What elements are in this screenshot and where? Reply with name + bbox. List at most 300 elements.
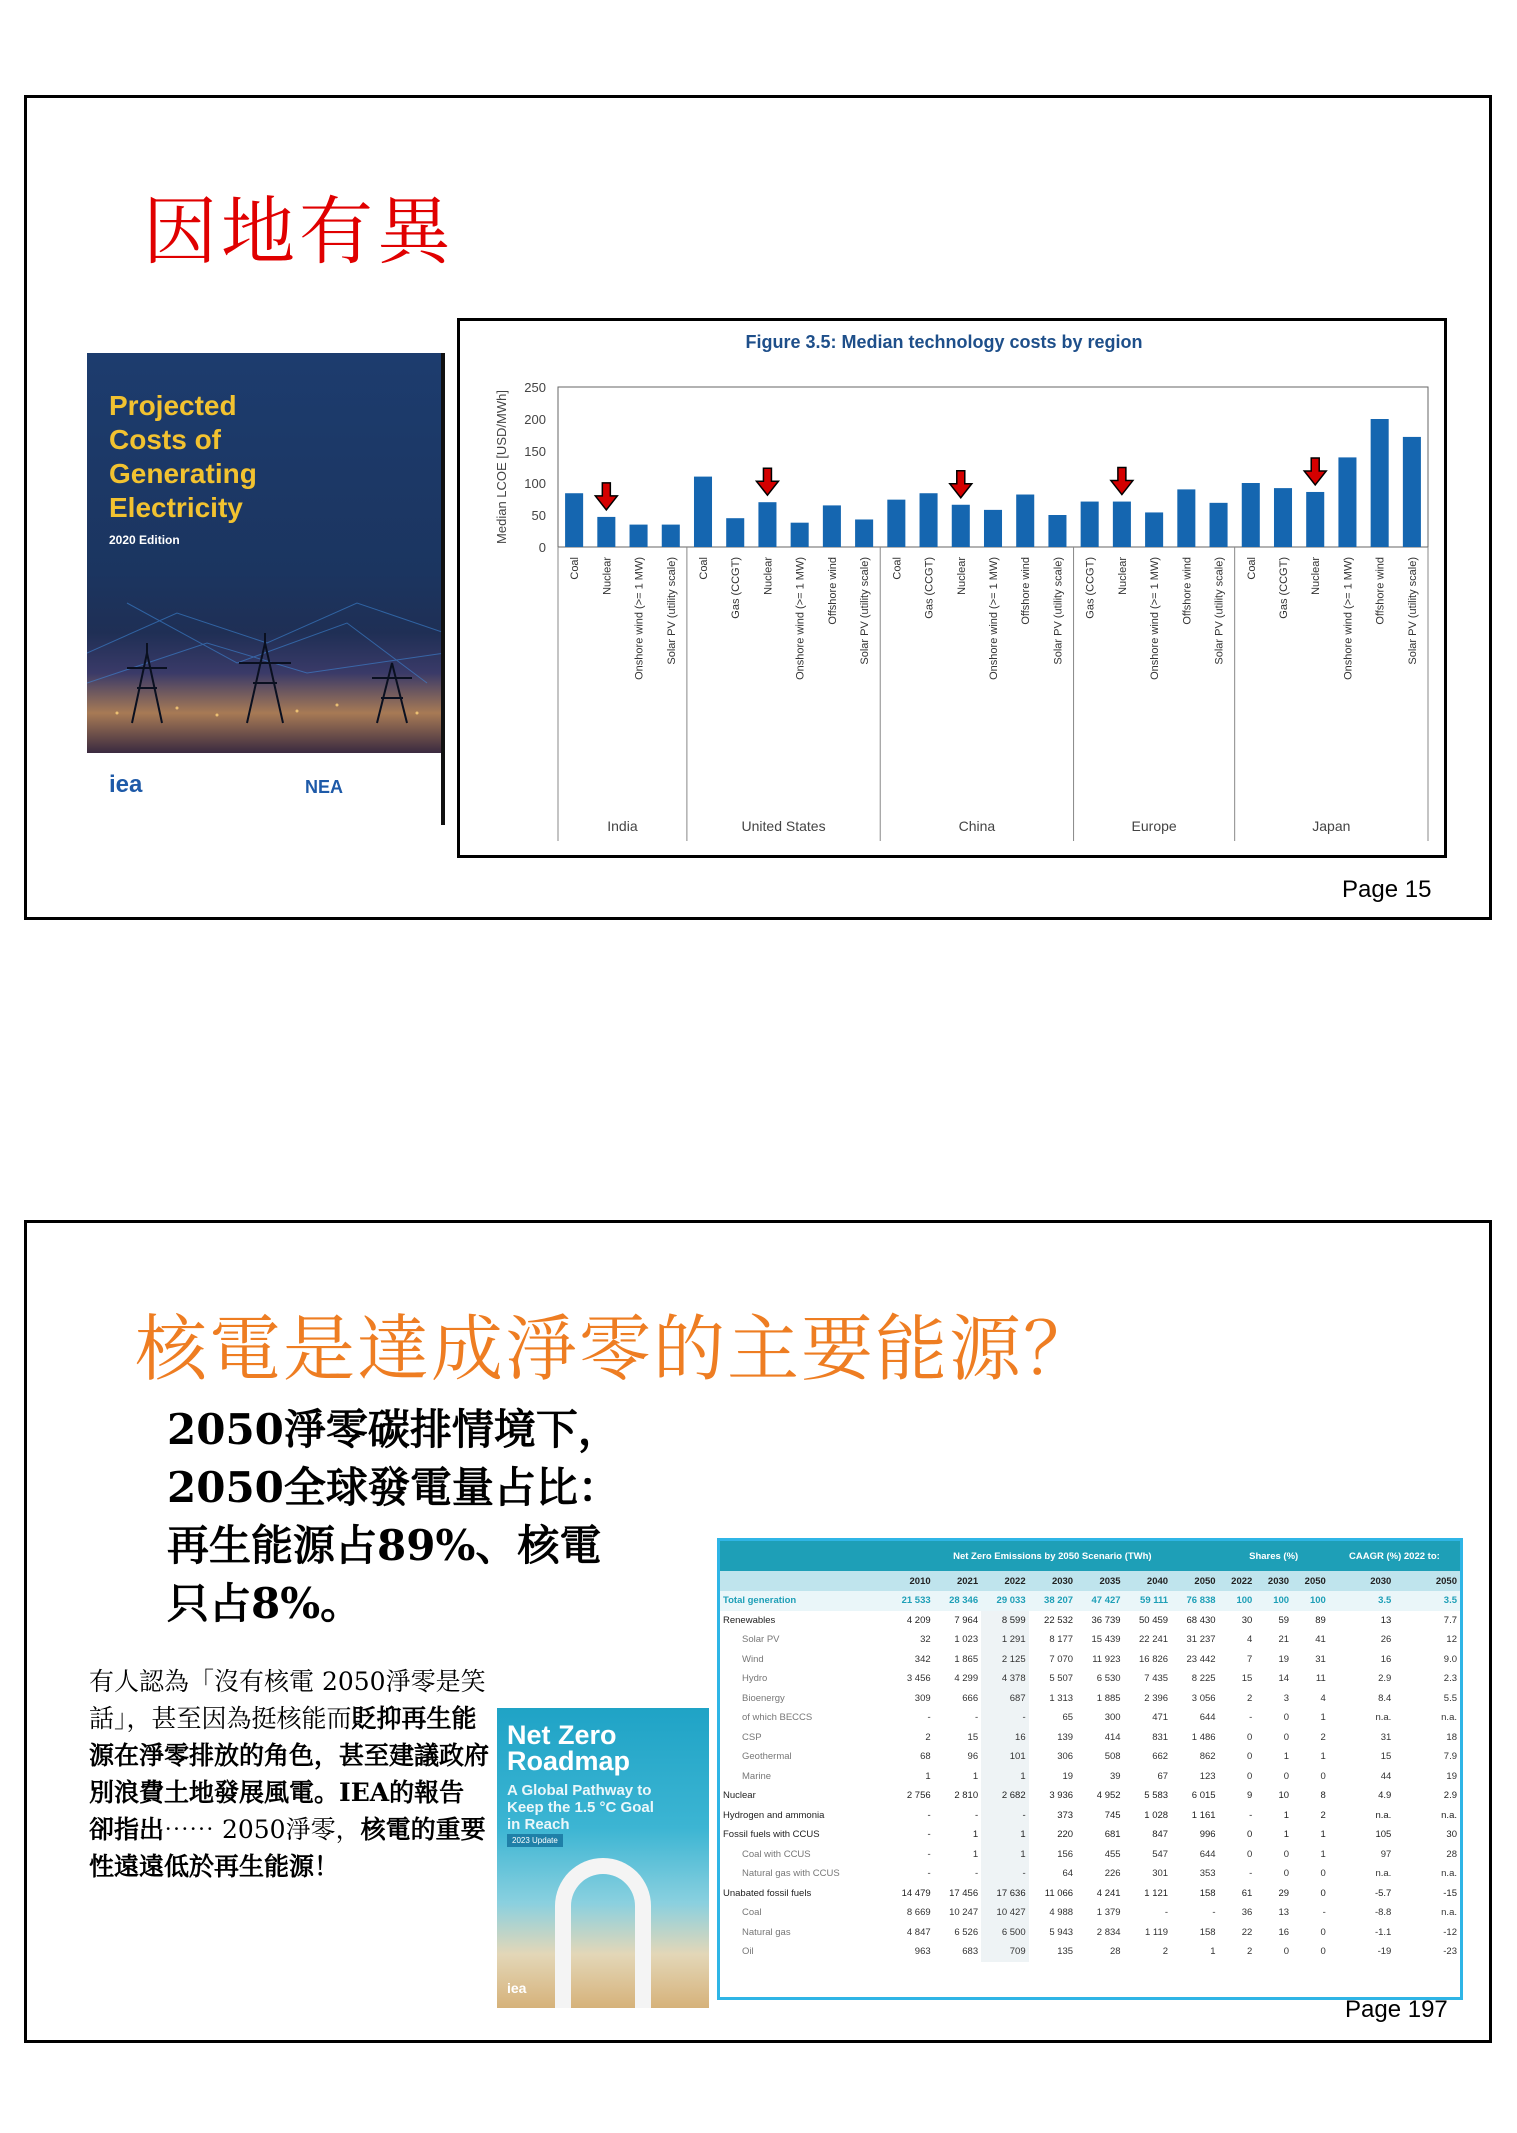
year-header: 2040 xyxy=(1124,1571,1171,1591)
table-row xyxy=(720,1767,1460,1787)
table-cell: - xyxy=(1249,1712,1253,1724)
table-cell: 38 207 xyxy=(1029,1591,1076,1611)
row-label: of which BECCS xyxy=(742,1712,813,1724)
table-cell: 29 xyxy=(1278,1887,1290,1899)
x-tick-label: Coal xyxy=(891,557,904,580)
table-cell: -12 xyxy=(1443,1926,1457,1938)
book-cover-net-zero-roadmap xyxy=(497,1708,709,2008)
bar xyxy=(887,500,905,547)
table-cell: 3 xyxy=(1283,1692,1290,1704)
table-cell: 1 028 xyxy=(1144,1809,1169,1821)
table-body xyxy=(720,1591,1460,1962)
table-cell: 31 237 xyxy=(1186,1634,1216,1646)
table-row xyxy=(720,1650,1460,1670)
table-cell: 2 xyxy=(1162,1946,1169,1958)
table-cell: - xyxy=(981,1864,1028,1884)
row-label: Coal xyxy=(742,1907,762,1919)
table-cell: -8.8 xyxy=(1374,1907,1392,1919)
table-cell: 21 xyxy=(1278,1634,1290,1646)
slide-2-title: 核電是達成淨零的主要能源？ xyxy=(135,1307,1098,1391)
table-cell: 101 xyxy=(981,1747,1028,1767)
slide-1-title: 因地有異 xyxy=(143,189,455,275)
cover-badge: 2023 Update xyxy=(507,1834,563,1847)
year-header: 2022 xyxy=(1219,1571,1256,1591)
table-cell: - xyxy=(974,1809,979,1821)
table-cell: 1 486 xyxy=(1191,1731,1216,1743)
header-main: Net Zero Emissions by 2050 Scenario (TWh) xyxy=(886,1541,1218,1571)
table-row xyxy=(720,1747,1460,1767)
x-tick-label: Solar PV (utility scale) xyxy=(1406,557,1419,665)
x-tick-label: Coal xyxy=(698,557,710,580)
table-cell: 1 885 xyxy=(1096,1692,1121,1704)
table-cell: 2.9 xyxy=(1443,1790,1457,1802)
table-cell: 309 xyxy=(914,1692,931,1704)
header-cagr: CAAGR (%) 2022 to: xyxy=(1329,1541,1460,1571)
region-label: Europe xyxy=(1131,818,1177,834)
chart-title: Figure 3.5: Median technology costs by region xyxy=(745,332,1143,352)
table-cell: - xyxy=(927,1712,931,1724)
table-cell: 16 826 xyxy=(1139,1653,1169,1665)
table-cell: 0 xyxy=(1283,1868,1290,1880)
table-row xyxy=(720,1884,1460,1904)
table-cell: 29 033 xyxy=(981,1591,1028,1611)
table-cell: 0 xyxy=(1247,1731,1253,1743)
bar xyxy=(597,517,615,547)
table-cell: 2 756 xyxy=(906,1790,931,1802)
bar xyxy=(630,525,648,547)
row-label: Bioenergy xyxy=(742,1692,785,1704)
row-label: Natural gas with CCUS xyxy=(742,1868,840,1880)
table-cell: 30 xyxy=(1241,1614,1253,1626)
table-cell: 3 456 xyxy=(906,1673,931,1685)
table-cell: - xyxy=(927,1868,931,1880)
table-cell: 2 396 xyxy=(1144,1692,1169,1704)
table-cell: 1 xyxy=(1210,1946,1216,1958)
table-cell: 23 442 xyxy=(1186,1653,1216,1665)
table-cell: 14 479 xyxy=(901,1887,931,1899)
table-cell: 1 xyxy=(981,1825,1028,1845)
bar xyxy=(1177,489,1195,547)
x-tick-label: Offshore wind xyxy=(1181,557,1194,625)
table-cell: 342 xyxy=(914,1653,931,1665)
table-row xyxy=(720,1689,1460,1709)
table-cell: 14 xyxy=(1278,1673,1290,1685)
row-label: Hydro xyxy=(742,1673,768,1685)
table-cell: 0 xyxy=(1247,1770,1253,1782)
table-cell: 1 xyxy=(1283,1829,1290,1841)
bar xyxy=(1081,502,1099,547)
row-label: Coal with CCUS xyxy=(742,1848,811,1860)
table-cell: 709 xyxy=(981,1942,1028,1962)
lcoe-bar-chart xyxy=(460,321,1444,855)
table-cell: 683 xyxy=(962,1946,979,1958)
commentary-text: 有人認為「沒有核電 2050淨零是笑話」，甚至因為挺核能而 xyxy=(89,1667,486,1733)
red-arrow-marker xyxy=(950,471,972,498)
bar xyxy=(823,505,841,547)
table-cell: 220 xyxy=(1057,1829,1074,1841)
key-statement-line: 2050淨零碳排情境下， xyxy=(167,1405,620,1454)
table-cell: 1 119 xyxy=(1144,1926,1169,1938)
table-cell: 1 xyxy=(925,1770,931,1782)
slide-2 xyxy=(24,1220,1492,2043)
x-tick-label: Solar PV (utility scale) xyxy=(1213,557,1226,665)
x-tick-label: Gas (CCGT) xyxy=(730,557,743,619)
table-cell: 1 xyxy=(1320,1829,1326,1841)
x-tick-label: Coal xyxy=(1245,557,1258,580)
table-row xyxy=(720,1728,1460,1748)
table-cell: 1 xyxy=(981,1767,1028,1787)
table-row xyxy=(720,1923,1460,1943)
year-corner xyxy=(720,1571,886,1591)
table-cell: 44 xyxy=(1380,1770,1392,1782)
table-cell: - xyxy=(1212,1907,1216,1919)
table-cell: -5.7 xyxy=(1374,1887,1392,1899)
table-cell: 847 xyxy=(1152,1829,1169,1841)
row-label: Total generation xyxy=(720,1591,886,1611)
red-arrow-marker xyxy=(1111,468,1133,495)
x-tick-label: Nuclear xyxy=(955,557,968,595)
book-cover-projected-costs xyxy=(87,353,445,825)
table-cell: 4 209 xyxy=(906,1614,931,1626)
table-cell: 8 177 xyxy=(1049,1634,1074,1646)
row-label: Hydrogen and ammonia xyxy=(723,1809,825,1821)
table-cell: 471 xyxy=(1152,1712,1169,1724)
table-cell: 7.7 xyxy=(1443,1614,1457,1626)
region-label: Japan xyxy=(1312,818,1351,834)
bar xyxy=(1048,515,1066,547)
table-cell: 1 xyxy=(1283,1751,1290,1763)
table-row xyxy=(720,1825,1460,1845)
table-cell: -19 xyxy=(1377,1946,1392,1958)
cover-title: Projected Costs of Generating Electricity xyxy=(109,390,257,523)
x-tick-label: Gas (CCGT) xyxy=(1278,557,1290,619)
table-cell: 1 xyxy=(981,1845,1028,1865)
table-cell: 2 125 xyxy=(981,1650,1028,1670)
table-cell: 15 xyxy=(967,1731,979,1743)
table-cell: 5 943 xyxy=(1049,1926,1074,1938)
bar xyxy=(1145,512,1163,547)
slide-1 xyxy=(24,95,1492,920)
table-cell: 0 xyxy=(1320,1926,1326,1938)
table-cell: 7 070 xyxy=(1049,1653,1074,1665)
table-cell: 1 xyxy=(972,1829,979,1841)
table-cell: 39 xyxy=(1110,1770,1121,1782)
bar xyxy=(1306,492,1324,547)
table-cell: 0 xyxy=(1320,1946,1326,1958)
table-cell: 4 xyxy=(1247,1634,1253,1646)
table-cell: n.a. xyxy=(1441,1907,1457,1919)
table-cell: 17 636 xyxy=(981,1884,1028,1904)
row-label: Renewables xyxy=(723,1614,776,1626)
table-cell: 681 xyxy=(1104,1829,1121,1841)
table-cell: 10 xyxy=(1278,1790,1290,1802)
table-cell: 31 xyxy=(1380,1731,1392,1743)
table-cell: 0 xyxy=(1320,1868,1326,1880)
table-cell: - xyxy=(1249,1809,1253,1821)
y-tick-label: 150 xyxy=(524,444,546,459)
bar xyxy=(565,493,583,547)
table-cell: 30 xyxy=(1446,1829,1457,1841)
nze-table-box xyxy=(717,1538,1463,2000)
table-cell: 11 066 xyxy=(1044,1887,1074,1899)
bar xyxy=(1403,437,1421,547)
table-cell: 8 599 xyxy=(981,1611,1028,1631)
table-cell: - xyxy=(1322,1907,1326,1919)
table-cell: 8 xyxy=(1320,1790,1326,1802)
table-cell: - xyxy=(981,1806,1028,1826)
table-row xyxy=(720,1708,1460,1728)
table-cell: 2.3 xyxy=(1443,1673,1457,1685)
x-tick-label: Nuclear xyxy=(1116,557,1129,595)
table-cell: 64 xyxy=(1062,1868,1074,1880)
table-cell: 100 xyxy=(1292,1591,1329,1611)
table-cell: 26 xyxy=(1380,1634,1392,1646)
table-cell: 306 xyxy=(1057,1751,1074,1763)
table-cell: 3.5 xyxy=(1394,1591,1460,1611)
table-cell: 996 xyxy=(1199,1829,1216,1841)
table-cell: - xyxy=(1164,1907,1169,1919)
table-cell: 9 xyxy=(1247,1790,1253,1802)
table-corner xyxy=(720,1541,886,1571)
table-cell: 1 313 xyxy=(1049,1692,1074,1704)
table-cell: 135 xyxy=(1057,1946,1074,1958)
table-cell: 3 056 xyxy=(1191,1692,1216,1704)
commentary-bold: 貶抑再生能源在淨零排放的角色，甚至建議政府別浪費土地發展風電。IEA的報告卻指出 xyxy=(89,1704,490,1844)
bar xyxy=(726,518,744,547)
table-cell: 455 xyxy=(1104,1848,1121,1860)
year-header: 2030 xyxy=(1255,1571,1292,1591)
x-tick-label: Offshore wind xyxy=(826,557,839,625)
table-cell: 1 xyxy=(972,1848,979,1860)
table-row xyxy=(720,1845,1460,1865)
table-cell: 96 xyxy=(967,1751,979,1763)
table-cell: 1 xyxy=(972,1770,979,1782)
row-label: Natural gas xyxy=(742,1926,791,1938)
table-cell: 862 xyxy=(1199,1751,1216,1763)
table-cell: 745 xyxy=(1104,1809,1121,1821)
table-cell: - xyxy=(974,1868,979,1880)
table-cell: 61 xyxy=(1241,1887,1253,1899)
table-cell: 4 299 xyxy=(954,1673,979,1685)
table-cell: 373 xyxy=(1057,1809,1074,1821)
cover-spine xyxy=(441,353,445,825)
key-statement-line: 2050全球發電量占比： xyxy=(167,1463,620,1512)
table-cell: 2.9 xyxy=(1378,1673,1392,1685)
table-cell: 11 923 xyxy=(1092,1653,1121,1665)
table-cell: 1 xyxy=(1283,1809,1290,1821)
table-cell: 2 xyxy=(925,1731,931,1743)
table-cell: 22 532 xyxy=(1044,1614,1074,1626)
table-cell: 68 xyxy=(920,1751,931,1763)
table-cell: n.a. xyxy=(1441,1712,1457,1724)
x-tick-label: Nuclear xyxy=(601,557,614,595)
table-cell: - xyxy=(927,1809,931,1821)
region-label: India xyxy=(607,818,638,834)
table-cell: 32 xyxy=(920,1634,931,1646)
y-tick-label: 0 xyxy=(538,540,546,555)
table-cell: - xyxy=(974,1712,979,1724)
table-cell: 16 xyxy=(1380,1653,1392,1665)
table-cell: 59 xyxy=(1278,1614,1290,1626)
table-cell: 89 xyxy=(1315,1614,1326,1626)
table-cell: 7 xyxy=(1247,1653,1253,1665)
table-cell: 644 xyxy=(1199,1712,1216,1724)
table-cell: 1 xyxy=(1320,1848,1326,1860)
table-cell: 41 xyxy=(1315,1634,1326,1646)
table-cell: 8 225 xyxy=(1191,1673,1216,1685)
table-cell: 662 xyxy=(1152,1751,1169,1763)
table-cell: 3 936 xyxy=(1049,1790,1074,1802)
red-arrow-marker xyxy=(595,483,617,510)
table-row xyxy=(720,1591,1460,1611)
table-cell: 2 xyxy=(1247,1692,1253,1704)
row-label: Oil xyxy=(742,1946,754,1958)
table-cell: 1 121 xyxy=(1144,1887,1169,1899)
bar xyxy=(1274,488,1292,547)
table-cell: 76 838 xyxy=(1171,1591,1218,1611)
table-cell: n.a. xyxy=(1441,1868,1457,1880)
table-cell: 4 952 xyxy=(1096,1790,1121,1802)
bar xyxy=(1338,457,1356,547)
iea-logo: iea xyxy=(109,771,143,798)
table-cell: n.a. xyxy=(1375,1868,1392,1880)
table-cell: 0 xyxy=(1320,1887,1326,1899)
cover-title: Net Zero Roadmap xyxy=(507,1720,631,1776)
table-cell: n.a. xyxy=(1441,1809,1457,1821)
y-tick-label: 200 xyxy=(524,412,546,427)
table-cell: 1 023 xyxy=(954,1634,979,1646)
cover-edition: 2020 Edition xyxy=(109,533,180,547)
table-cell: 18 xyxy=(1446,1731,1457,1743)
figure-box xyxy=(457,318,1447,858)
x-tick-label: Solar PV (utility scale) xyxy=(1052,557,1065,665)
nze-generation-table xyxy=(720,1541,1460,1962)
table-cell: 831 xyxy=(1152,1731,1169,1743)
y-tick-label: 100 xyxy=(524,476,546,491)
table-cell: 15 439 xyxy=(1091,1634,1121,1646)
table-cell: 0 xyxy=(1247,1848,1253,1860)
year-header: 2022 xyxy=(981,1571,1028,1591)
table-cell: 15 xyxy=(1241,1673,1253,1685)
table-cell: 16 xyxy=(1278,1926,1290,1938)
table-cell: 547 xyxy=(1152,1848,1169,1860)
x-tick-label: Gas (CCGT) xyxy=(1084,557,1097,619)
table-cell: 59 111 xyxy=(1124,1591,1171,1611)
bar xyxy=(1016,495,1034,547)
table-cell: 13 xyxy=(1380,1614,1392,1626)
row-label: Nuclear xyxy=(723,1790,756,1802)
table-cell: 301 xyxy=(1152,1868,1169,1880)
table-cell: 5 583 xyxy=(1144,1790,1169,1802)
key-statement xyxy=(167,1401,687,1633)
header-shares: Shares (%) xyxy=(1219,1541,1329,1571)
table-cell: 28 346 xyxy=(934,1591,981,1611)
table-cell: 4 988 xyxy=(1049,1907,1074,1919)
region-label: China xyxy=(958,818,996,834)
table-cell: 2 xyxy=(1247,1946,1253,1958)
table-cell: 1 865 xyxy=(954,1653,979,1665)
bar xyxy=(920,493,938,547)
table-row xyxy=(720,1630,1460,1650)
table-row xyxy=(720,1806,1460,1826)
table-cell: 2 xyxy=(1320,1809,1326,1821)
table-cell: 6 530 xyxy=(1096,1673,1121,1685)
table-cell: 4.9 xyxy=(1378,1790,1392,1802)
table-cell: 687 xyxy=(981,1689,1028,1709)
table-cell: 6 015 xyxy=(1191,1790,1216,1802)
bar xyxy=(952,505,970,547)
table-cell: 508 xyxy=(1104,1751,1121,1763)
table-cell: -15 xyxy=(1443,1887,1457,1899)
table-cell: 4 xyxy=(1320,1692,1326,1704)
table-cell: 2 xyxy=(1320,1731,1326,1743)
table-cell: 100 xyxy=(1255,1591,1292,1611)
table-cell: - xyxy=(927,1829,931,1841)
table-cell: 414 xyxy=(1104,1731,1121,1743)
x-tick-label: Offshore wind xyxy=(1020,557,1033,625)
table-cell: 4 378 xyxy=(981,1669,1028,1689)
table-row xyxy=(720,1611,1460,1631)
table-cell: 5 507 xyxy=(1049,1673,1074,1685)
table-cell: 50 459 xyxy=(1139,1614,1169,1626)
table-row xyxy=(720,1864,1460,1884)
x-tick-label: Nuclear xyxy=(762,557,775,595)
x-tick-label: Offshore wind xyxy=(1374,557,1387,625)
year-header: 2021 xyxy=(934,1571,981,1591)
table-cell: 0 xyxy=(1247,1829,1253,1841)
x-tick-label: Nuclear xyxy=(1310,557,1323,595)
table-cell: 300 xyxy=(1104,1712,1121,1724)
table-cell: 21 533 xyxy=(886,1591,933,1611)
table-row xyxy=(720,1903,1460,1923)
table-cell: 8.4 xyxy=(1378,1692,1392,1704)
table-cell: 12 xyxy=(1446,1634,1457,1646)
year-header: 2050 xyxy=(1292,1571,1329,1591)
table-cell: n.a. xyxy=(1375,1809,1392,1821)
table-cell: 2 834 xyxy=(1096,1926,1121,1938)
bar xyxy=(855,519,873,547)
table-cell: -1.1 xyxy=(1374,1926,1392,1938)
table-cell: 6 526 xyxy=(954,1926,979,1938)
table-cell: 97 xyxy=(1380,1848,1392,1860)
page-number: Page 15 xyxy=(1342,876,1432,903)
table-cell: 15 xyxy=(1380,1751,1392,1763)
table-cell: 0 xyxy=(1283,1712,1290,1724)
table-cell: 7.9 xyxy=(1443,1751,1457,1763)
table-cell: 6 500 xyxy=(981,1923,1028,1943)
table-cell: 1 xyxy=(1320,1712,1326,1724)
row-label: Unabated fossil fuels xyxy=(723,1887,812,1899)
x-tick-label: Onshore wind (>= 1 MW) xyxy=(988,557,1000,680)
bar xyxy=(1371,419,1389,547)
table-cell: 353 xyxy=(1199,1868,1216,1880)
x-tick-label: Coal xyxy=(569,557,582,580)
table-cell: 0 xyxy=(1283,1731,1290,1743)
y-tick-label: 50 xyxy=(531,508,546,523)
table-cell: 1 xyxy=(1320,1751,1326,1763)
commentary xyxy=(89,1663,489,1885)
table-cell: 139 xyxy=(1057,1731,1074,1743)
table-cell: 17 456 xyxy=(949,1887,979,1899)
table-row xyxy=(720,1942,1460,1962)
table-cell: 7 435 xyxy=(1144,1673,1169,1685)
table-cell: 65 xyxy=(1062,1712,1074,1724)
bar xyxy=(984,510,1002,547)
cover-subtitle: A Global Pathway to Keep the 1.5 °C Goal in Reach xyxy=(507,1782,654,1833)
year-header: 2030 xyxy=(1329,1571,1395,1591)
key-statement-line: 只占8%。 xyxy=(167,1579,363,1628)
row-label: CSP xyxy=(742,1731,762,1743)
